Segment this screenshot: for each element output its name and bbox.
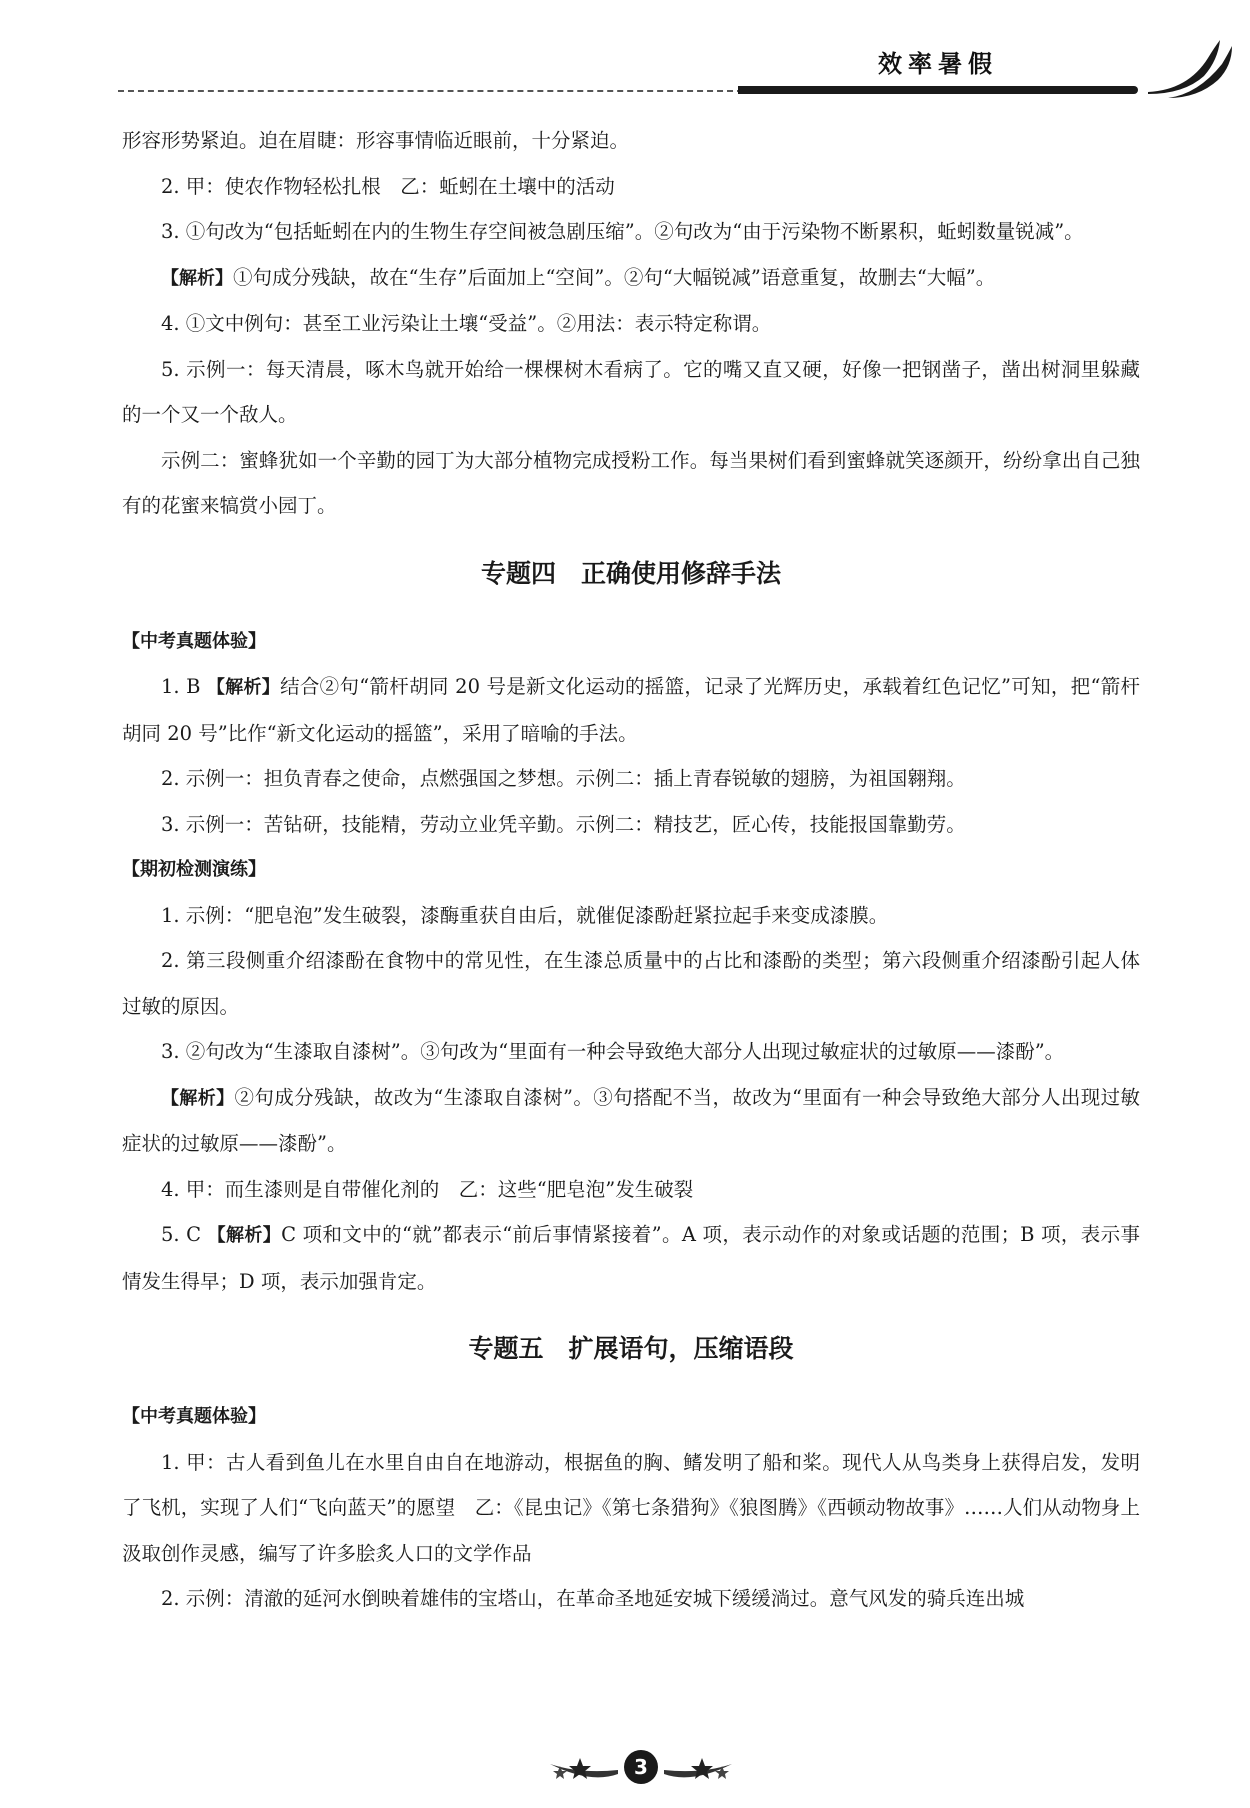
text-line: 2. 第三段侧重介绍漆酚在食物中的常见性，在生漆总质量中的占比和漆酚的类型；第六段侧重介绍漆酚引起人体过敏的原因。	[122, 949, 1140, 1018]
text-line: 2. 甲：使农作物轻松扎根 乙：蚯蚓在土壤中的活动	[161, 174, 615, 198]
swoosh-icon	[1148, 38, 1238, 98]
answer-prefix: 1. B	[161, 675, 207, 698]
analysis-text: 结合②句“箭杆胡同 20 号是新文化运动的摇篮，记录了光辉历史，承载着红色记忆”可知，把“箭杆胡同 20 号”比作“新文化运动的摇篮”，采用了暗喻的手法。	[122, 675, 1140, 745]
analysis-tag: 【解析】	[161, 267, 233, 289]
text-line: 3. 示例一：苦钻研，技能精，劳动立业凭辛勤。示例二：精技艺，匠心传，技能报国靠勤劳。	[161, 812, 966, 836]
answer-prefix: 5. C	[161, 1223, 208, 1246]
header-dashed-rule	[118, 90, 743, 92]
text-line: 示例二：蜜蜂犹如一个辛勤的园丁为大部分植物完成授粉工作。每当果树们看到蜜蜂就笑逐颜开，纷纷拿出自己独有的花蜜来犒赏小园丁。	[122, 448, 1140, 517]
header-title: 效率暑假	[878, 50, 998, 78]
text-line	[122, 255, 1140, 302]
answer-content	[122, 118, 1140, 1622]
text-line: 4. ①文中例句：甚至工业污染让土壤“受益”。②用法：表示特定称谓。	[161, 312, 772, 335]
text-line: 3. ①句改为“包括蚯蚓在内的生物生存空间被急剧压缩”。②句改为“由于污染物不断累积，蚯蚓数量锐减”。	[161, 220, 1084, 243]
subsection-label: 【中考真题体验】	[122, 1406, 266, 1427]
text-line: 1. 示例：“肥皂泡”发生破裂，漆酶重获自由后，就催促漆酚赶紧拉起手来变成漆膜。	[161, 903, 889, 927]
text-line: 形容形势紧迫。迫在眉睫：形容事情临近眼前，十分紧迫。	[122, 129, 630, 152]
analysis-text: ②句成分残缺，故改为“生漆取自漆树”。③句搭配不当，故改为“里面有一种会导致绝大部分人出现过敏症状的过敏原——漆酚”。	[122, 1085, 1140, 1155]
star-ornament-left-icon	[540, 1744, 620, 1794]
text-line: 2. 示例：清澈的延河水倒映着雄伟的宝塔山，在革命圣地延安城下缓缓淌过。意气风发的骑兵连出城	[161, 1587, 1025, 1610]
text-line: 3. ②句改为“生漆取自漆树”。③句改为“里面有一种会导致绝大部分人出现过敏症状的过敏原——漆酚”。	[161, 1040, 1065, 1063]
subsection-label: 【期初检测演练】	[122, 859, 266, 880]
text-line	[122, 1075, 1140, 1167]
section-title: 专题五 扩展语句，压缩语段	[468, 1334, 794, 1363]
analysis-tag: 【解析】	[207, 1225, 282, 1246]
text-line	[122, 664, 1140, 756]
section-title: 专题四 正确使用修辞手法	[480, 558, 781, 588]
page-header	[118, 40, 1138, 100]
star-ornament-right-icon	[662, 1744, 742, 1794]
subsection-label: 【中考真题体验】	[122, 630, 266, 652]
text-line: 4. 甲：而生漆则是自带催化剂的 乙：这些“肥皂泡”发生破裂	[161, 1177, 694, 1201]
analysis-tag: 【解析】	[206, 677, 281, 698]
text-line	[122, 1212, 1140, 1304]
analysis-text: ①句成分残缺，故在“生存”后面加上“空间”。②句“大幅锐减”语意重复，故删去“大幅”。	[233, 265, 996, 289]
analysis-text: C 项和文中的“就”都表示“前后事情紧接着”。A 项，表示动作的对象或话题的范围；B 项，表示事情发生得早；D 项，表示加强肯定。	[122, 1223, 1140, 1293]
header-black-band	[738, 86, 1138, 94]
page-number: 3	[624, 1750, 658, 1784]
page-footer	[540, 1738, 740, 1798]
analysis-tag: 【解析】	[161, 1087, 235, 1109]
text-line: 2. 示例一：担负青春之使命，点燃强国之梦想。示例二：插上青春锐敏的翅膀，为祖国翱翔。	[161, 767, 966, 790]
text-line: 1. 甲：古人看到鱼儿在水里自由自在地游动，根据鱼的胸、鳍发明了船和桨。现代人从鸟类身上获得启发，发明了飞机，实现了人们“飞向蓝天”的愿望 乙：《昆虫记》《第七条猎狗》《狼图腾》《西顿动物故事》……人们从动物身上汲取创作灵感，编写了许多脍炙人口的文学作品	[122, 1450, 1140, 1565]
text-line: 5. 示例一：每天清晨，啄木鸟就开始给一棵棵树木看病了。它的嘴又直又硬，好像一把钢凿子，凿出树洞里躲藏的一个又一个敌人。	[122, 357, 1140, 426]
